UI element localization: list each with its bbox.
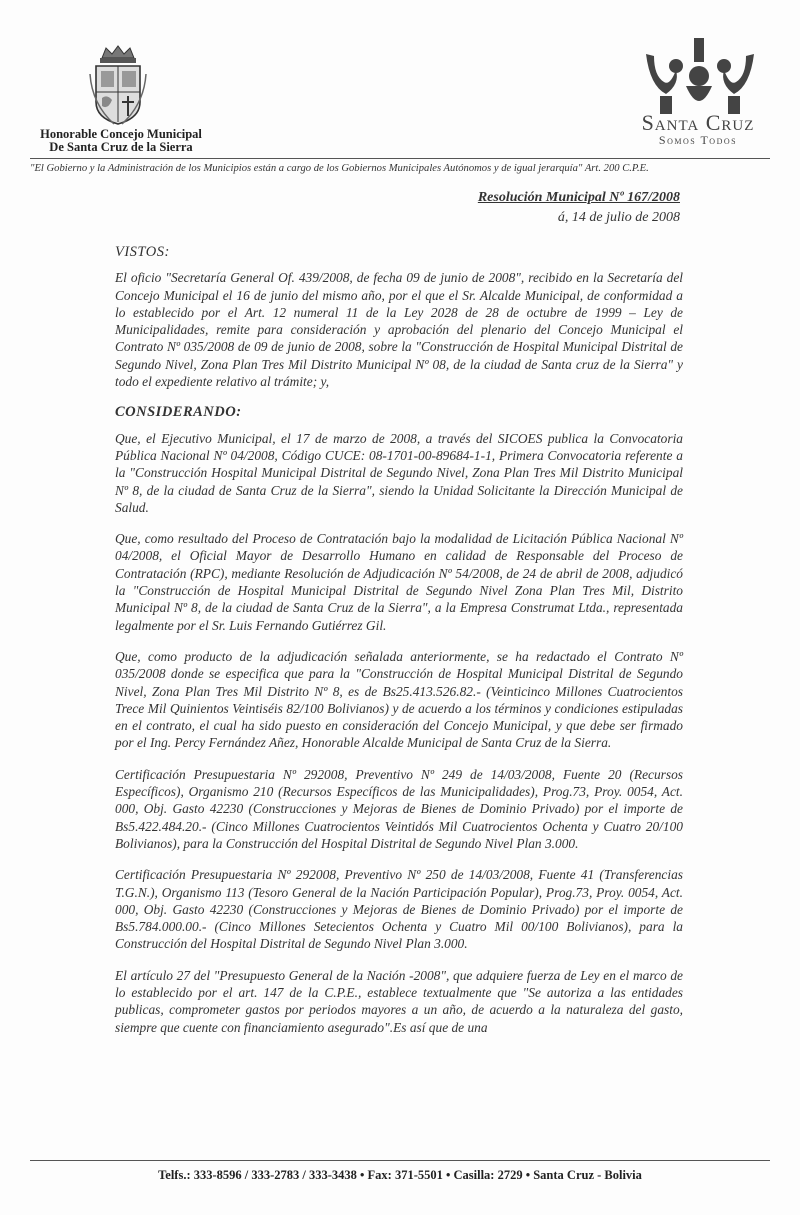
coat-of-arms-icon — [88, 44, 148, 128]
resolution-title: Resolución Municipal Nº 167/2008 — [477, 190, 680, 205]
council-name — [26, 128, 216, 154]
brand-block — [618, 112, 778, 147]
vistos-heading: VISTOS: — [115, 244, 170, 260]
footer-divider — [30, 1160, 770, 1161]
resolution-date: á, 14 de julio de 2008 — [557, 210, 680, 225]
council-line-2: De Santa Cruz de la Sierra — [49, 140, 193, 154]
considerando-paragraph: Que, el Ejecutivo Municipal, el 17 de marzo de 2008, a través del SICOES publica la Convocatoria Pública Nacional Nº 04/2008, Código CUCE: 08-1701-00-89684-1-1, Primera Convocatoria referente a la "Construcción Hospital Municipal Distrital de Segundo Nivel, Zona Plan Tres Mil Distrito Municipal Nº 8, de la ciudad de Santa Cruz de la Sierra", siendo la Unidad Solicitante la Dirección Municipal de Salud. — [115, 430, 683, 515]
vistos-paragraph: El oficio "Secretaría General Of. 439/2008, de fecha 09 de junio de 2008", recibido en la Secretaría del Concejo Municipal el 16 de junio del mismo año, por el que el Sr. Alcalde Municipal, de conformidad a lo establecido por el Art. 12 numeral 11 de la Ley 2028 de 28 de octubre de 1999 – Ley de Municipalidades, remite para consideración y aprobación del plenario del Concejo Municipal el Contrato Nº 035/2008 de 09 de junio de 2008, sobre la "Construcción de Hospital Municipal Distrital de Segundo Nivel, Zona Plan Tres Mil Distrito Municipal Nº 08, de la ciudad de Santa cruz de la Sierra" y todo el expediente relativo al trámite; y, — [115, 270, 683, 390]
considerando-paragraph: Que, como resultado del Proceso de Contratación bajo la modalidad de Licitación Pública Nacional Nº 04/2008, el Oficial Mayor de Desarrollo Humano en calidad de Responsable del Proceso de Contratación (RPC), mediante Resolución de Adjudicación Nº 54/2008, de 24 de abril de 2008, adjudicó la "Construcción de Hospital Municipal Distrital de Segundo Nivel Zona Plan Tres Mil, Distrito Municipal Nº 8, de la ciudad de Santa Cruz de la Sierra", a la Empresa Construmat Ltda., representada legalmente por el Sr. Luis Fernando Gutiérrez Gil. — [115, 531, 683, 633]
considerando-paragraph: Certificación Presupuestaria Nº 292008, Preventivo Nº 249 de 14/03/2008, Fuente 20 (Recursos Específicos), Organismo 210 (Recursos Específicos de las Municipalidades), Prog.73, Proy. 0054, Act. 000, Obj. Gasto 42230 (Construcciones y Mejoras de Bienes de Dominio Privado) por el importe de Bs5.422.484.20.- (Cinco Millones Cuatrocientos Veintidós Mil Cuatrocientos Ochenta y Cuatro 20/100 Bolivianos), para la Construcción del Hospital Distrital de Segundo Nivel Plan 3.000. — [115, 766, 683, 851]
considerando-paragraph: El artículo 27 del "Presupuesto General de la Nación -2008", que adquiere fuerza de Ley en el marco de lo establecido por el art. 147 de la C.P.E., establece textualmente que "Se autoriza a las entidades publicas, comprometer gastos por periodos mayores a un año, de acuerdo a la naturaleza del gasto, siempre que cuente con financiamiento asegurado".Es así que de una — [115, 967, 683, 1035]
considerando-heading: CONSIDERANDO: — [115, 404, 242, 421]
council-line-1: Honorable Concejo Municipal — [40, 127, 202, 141]
constitution-quote: "El Gobierno y la Administración de los Municipios están a cargo de los Gobiernos Municipales Autónomos y de igual jerarquía" Art. 200 C.P.E. — [30, 163, 649, 174]
document-body — [115, 244, 683, 1048]
considerando-paragraph: Que, como producto de la adjudicación señalada anteriormente, se ha redactado el Contrato Nº 035/2008 donde se especifica que para la "Construcción de Hospital Municipal Distrital de Segundo Nivel, Zona Plan Tres Mil Distrito Nº 8, es de Bs25.413.526.82.- (Veinticinco Millones Cuatrocientos Trece Mil Quinientos Veintiséis 82/100 Bolivianos) y de acuerdo a los términos y condiciones estipuladas en el contrato, el cual ha sido puesto en consideración del Concejo Municipal, y que debe ser firmado por el Ing. Percy Fernández Añez, Honorable Alcalde Municipal de Santa Cruz de la Sierra. — [115, 648, 683, 751]
santa-cruz-logo-icon — [640, 36, 760, 116]
footer-contact: Telfs.: 333-8596 / 333-2783 / 333-3438 • Fax: 371-5501 • Casilla: 2729 • Santa Cruz - Bolivia — [158, 1168, 642, 1182]
brand-name: Santa Cruz — [641, 110, 755, 135]
header-divider — [30, 158, 770, 159]
considerando-paragraph: Certificación Presupuestaria Nº 292008, Preventivo Nº 250 de 14/03/2008, Fuente 41 (Transferencias T.G.N.), Organismo 113 (Tesoro General de la Nación Participación Popular), Prog.73, Proy. 0054, Act. 000, Obj. Gasto 42230 (Construcciones y Mejoras de Bienes de Dominio Privado) por el importe de Bs5.784.000.00.- (Cinco Millones Setecientos Ochenta y Cuatro Mil 00/100 Bolivianos), para la Construcción del Hospital Distrital de Segundo Nivel Plan 3.000. — [115, 867, 683, 952]
brand-tagline: Somos Todos — [658, 133, 738, 147]
